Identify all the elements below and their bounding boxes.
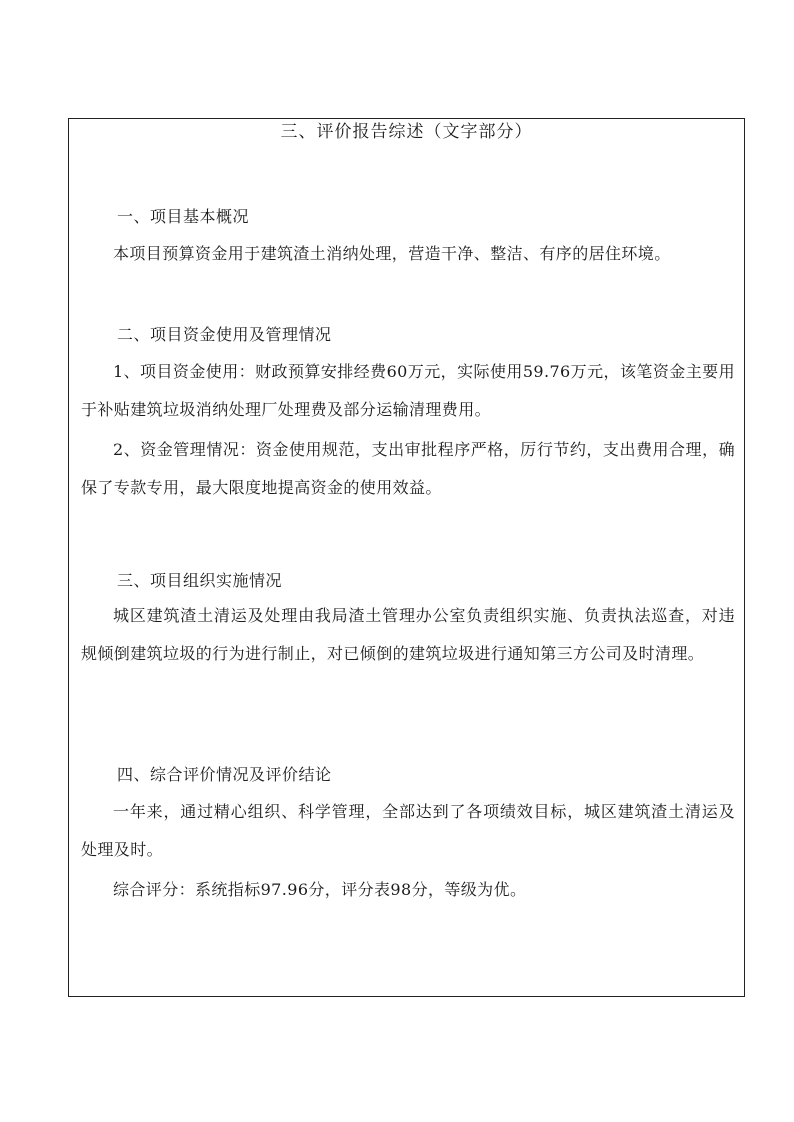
- report-frame: [68, 118, 745, 997]
- section-heading-implementation: 三、项目组织实施情况: [117, 571, 283, 590]
- paragraph-overview: 本项目预算资金用于建筑渣土消纳处理，营造干净、整洁、有序的居住环境。: [113, 244, 671, 263]
- paragraph-implementation: 城区建筑渣土清运及处理由我局渣土管理办公室负责组织实施、负责执法巡查，对违规倾倒建筑垃圾的行为进行制止，对已倾倒的建筑垃圾进行通知第三方公司及时清理。: [81, 606, 735, 663]
- page-title: 三、评价报告综述（文字部分）: [280, 122, 533, 142]
- paragraph-score: 综合评分：系统指标97.96分，评分表98分，等级为优。: [113, 880, 527, 899]
- paragraph-funds-usage: 1、项目资金使用：财政预算安排经费60万元，实际使用59.76万元，该笔资金主要用于补贴建筑垃圾消纳处理厂处理费及部分运输清理费用。: [81, 362, 735, 419]
- section-heading-evaluation: 四、综合评价情况及评价结论: [117, 765, 332, 784]
- section-heading-overview: 一、项目基本概况: [117, 207, 250, 226]
- section-heading-funds: 二、项目资金使用及管理情况: [117, 325, 332, 344]
- paragraph-evaluation: 一年来，通过精心组织、科学管理，全部达到了各项绩效目标，城区建筑渣土清运及处理及时。: [81, 802, 735, 859]
- paragraph-funds-management: 2、资金管理情况：资金使用规范，支出审批程序严格，厉行节约，支出费用合理，确保了专款专用，最大限度地提高资金的使用效益。: [81, 440, 735, 497]
